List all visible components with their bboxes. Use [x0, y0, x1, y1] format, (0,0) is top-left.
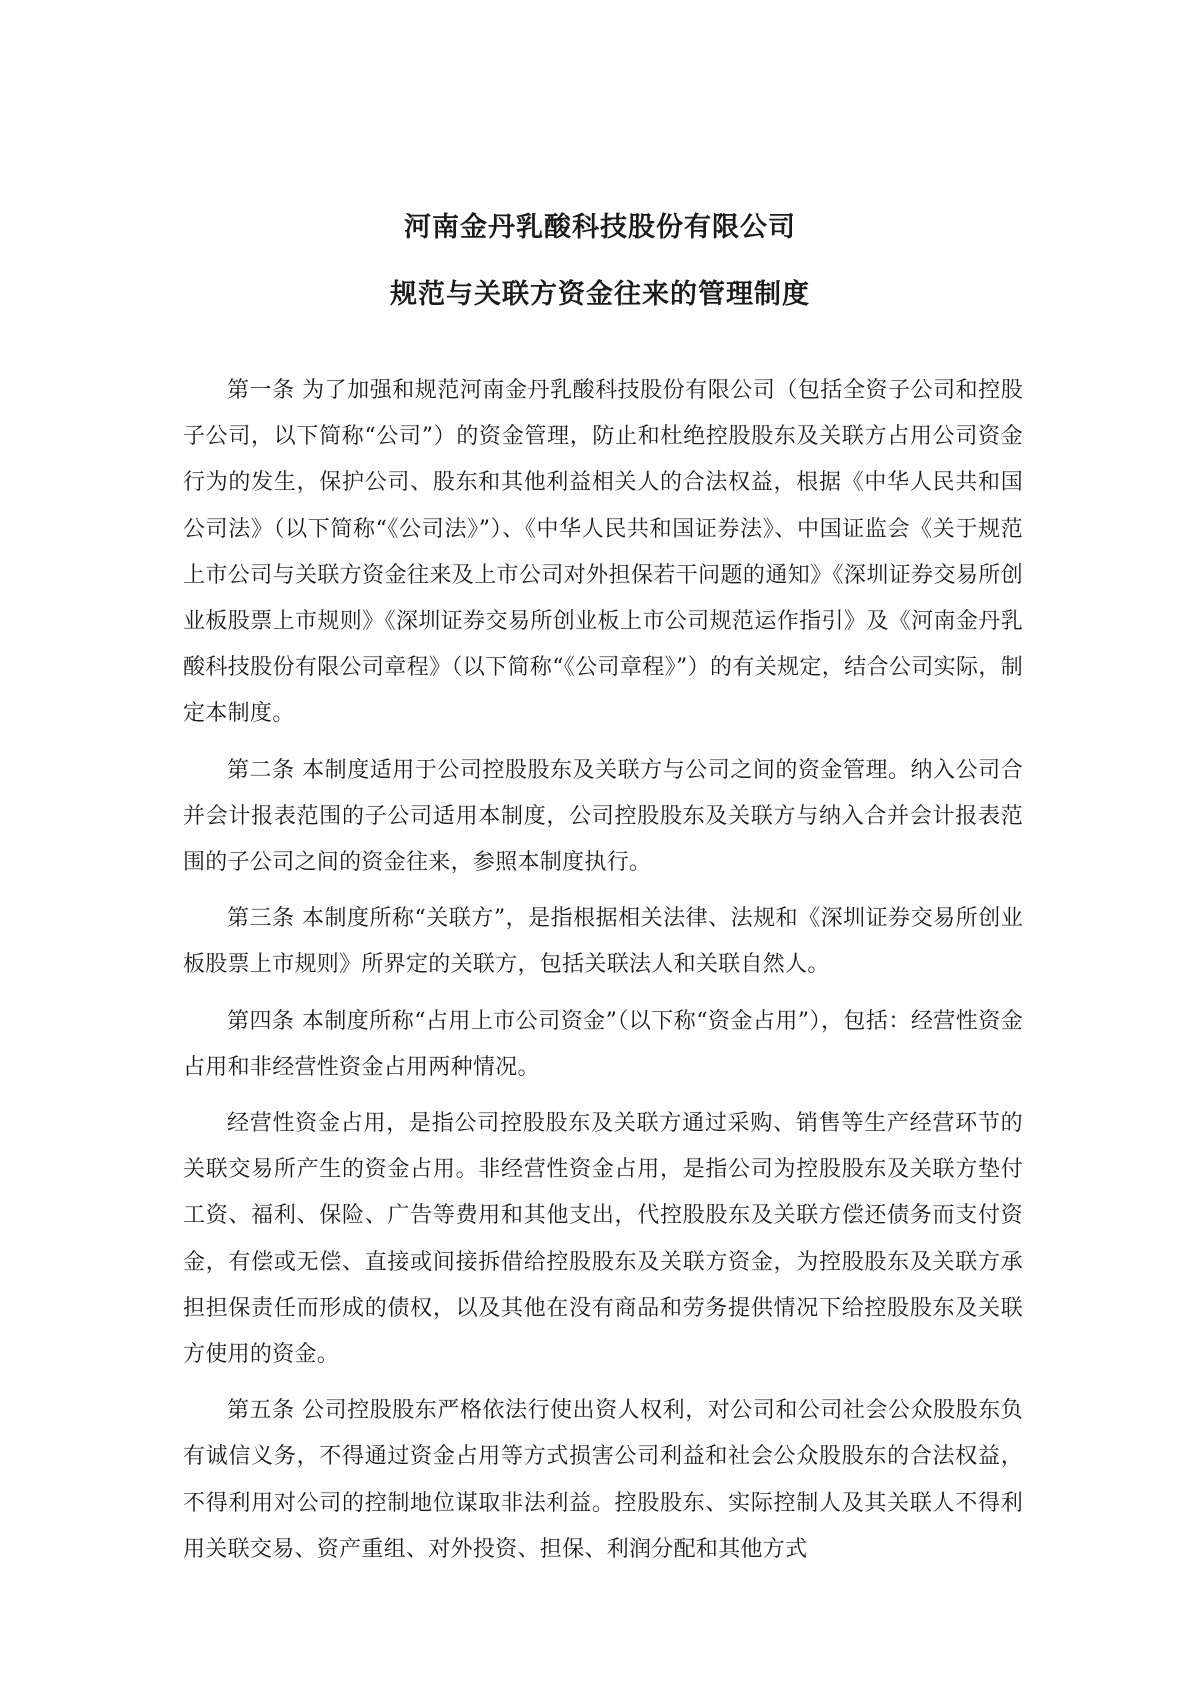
- article-1-paragraph: 第一条 为了加强和规范河南金丹乳酸科技股份有限公司（包括全资子公司和控股子公司，以下简称“公司”）的资金管理，防止和杜绝控股股东及关联方占用公司资金行为的发生，保护公司、股东和其他利益相关人的合法权益，根据《中华人民共和国公司法》（以下简称“《公司法》”）、《中华人民共和国证券法》、中国证监会《关于规范上市公司与关联方资金往来及上市公司对外担保若干问题的通知》《深圳证券交易所创业板股票上市规则》《深圳证券交易所创业板上市公司规范运作指引》及《河南金丹乳酸科技股份有限公司章程》（以下简称“《公司章程》”）的有关规定，结合公司实际，制定本制度。: [183, 378, 1023, 727]
- article-3-paragraph: 第三条 本制度所称“关联方”，是指根据相关法律、法规和《深圳证券交易所创业板股票上市规则》所界定的关联方，包括关联法人和关联自然人。: [183, 906, 1023, 978]
- document-title-company: 河南金丹乳酸科技股份有限公司: [404, 212, 796, 243]
- document-title-regulation: 规范与关联方资金往来的管理制度: [390, 279, 810, 310]
- article-2-paragraph: 第二条 本制度适用于公司控股股东及关联方与公司之间的资金管理。纳入公司合并会计报表范围的子公司适用本制度，公司控股股东及关联方与纳入合并会计报表范围的子公司之间的资金往来，参照本制度执行。: [183, 757, 1023, 876]
- document-body: [183, 368, 1023, 1583]
- article-5-paragraph: 第五条 公司控股股东严格依法行使出资人权利，对公司和公司社会公众股股东负有诚信义务，不得通过资金占用等方式损害公司利益和社会公众股股东的合法权益，不得利用对公司的控制地位谋取非法利益。控股股东、实际控制人及其关联人不得利用关联交易、资产重组、对外投资、担保、利润分配和其他方式: [183, 1398, 1023, 1562]
- article-4-detail-paragraph: 经营性资金占用，是指公司控股股东及关联方通过采购、销售等生产经营环节的关联交易所产生的资金占用。非经营性资金占用，是指公司为控股股东及关联方垫付工资、福利、保险、广告等费用和其他支出，代控股股东及关联方偿还债务而支付资金，有偿或无偿、直接或间接拆借给控股股东及关联方资金，为控股股东及关联方承担担保责任而形成的债权，以及其他在没有商品和劳务提供情况下给控股股东及关联方使用的资金。: [183, 1111, 1023, 1368]
- article-4-paragraph: 第四条 本制度所称“占用上市公司资金”（以下称“资金占用”），包括：经营性资金占用和非经营性资金占用两种情况。: [183, 1008, 1023, 1080]
